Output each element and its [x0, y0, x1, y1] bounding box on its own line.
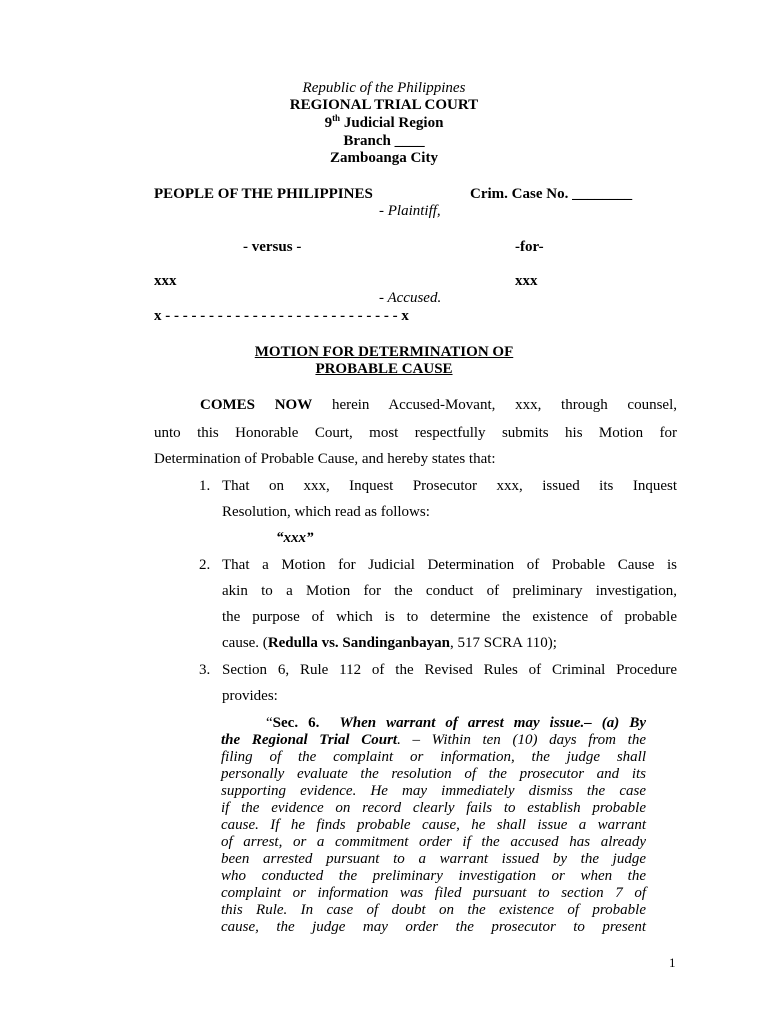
quote-line-3: filing of the complaint or information, the judge shall	[221, 749, 646, 765]
for-label: -for-	[515, 239, 544, 255]
item-2-number: 2.	[199, 557, 211, 573]
intro-line1-text: herein Accused-Movant, xxx, through counsel,	[312, 397, 677, 413]
branch-line: Branch ____	[343, 133, 425, 149]
quote-line-9: been arrested pursuant to a warrant issued by the judge	[221, 851, 646, 867]
intro-line2: unto this Honorable Court, most respectfully submits his Motion for	[154, 425, 677, 441]
item-2-line3: the purpose of which is to determine the existence of probable	[222, 609, 677, 625]
motion-title-line2: PROBABLE CAUSE	[315, 361, 453, 377]
quote-line-11: complaint or information was filed pursuant to section 7 of	[221, 885, 646, 901]
item-1-quote: “xxx”	[276, 530, 314, 546]
quote-line-13: cause, the judge may order the prosecutor to present	[221, 919, 646, 935]
item-2-line4-b: , 517 SCRA 110);	[449, 635, 557, 651]
quote-line-8: of arrest, or a commitment order if the accused has already	[221, 834, 646, 850]
item-1-line2: Resolution, which read as follows:	[222, 504, 430, 520]
intro-line1	[200, 397, 677, 414]
quote-line-10: who conducted the preliminary investigation or when the	[221, 868, 646, 884]
caption-separator: x - - - - - - - - - - - - - - - - - - - - - - - - - - - x	[154, 308, 409, 324]
item-2-line4-a: cause. (	[222, 635, 268, 651]
versus-label: - versus -	[243, 239, 302, 255]
page-number: 1	[669, 955, 676, 970]
motion-title-line1: MOTION FOR DETERMINATION OF	[254, 344, 514, 360]
plaintiff-role: - Plaintiff,	[379, 203, 441, 219]
quote-line-6: if the evidence on record clearly fails to establish probable	[221, 800, 646, 816]
quote-open-mark: “	[266, 715, 273, 731]
quote-line-4: personally evaluate the resolution of the prosecutor and its	[221, 766, 646, 782]
item-2-line1: That a Motion for Judicial Determination of Probable Cause is	[222, 557, 677, 573]
intro-lead: COMES NOW	[200, 397, 313, 413]
item-3-number: 3.	[199, 662, 211, 678]
quote-line-12: this Rule. In case of doubt on the existence of probable	[221, 902, 646, 918]
item-3-line1: Section 6, Rule 112 of the Revised Rules of Criminal Procedure	[222, 662, 677, 678]
plaintiff-name: PEOPLE OF THE PHILIPPINES	[154, 186, 373, 202]
republic-line: Republic of the Philippines	[302, 80, 466, 96]
judicial-region	[0, 115, 768, 133]
section-subheading: the Regional Trial Court	[221, 732, 398, 748]
quote-line-7: cause. If he finds probable cause, he shall issue a warrant	[221, 817, 646, 833]
item-3-line2: provides:	[222, 688, 278, 704]
region-text: Judicial Region	[340, 115, 444, 131]
quote-line-1	[266, 715, 646, 732]
quote-line-2	[221, 732, 646, 749]
section-number: Sec. 6.	[272, 715, 320, 731]
court-name: REGIONAL TRIAL COURT	[289, 97, 479, 113]
case-citation: Redulla vs. Sandinganbayan	[267, 635, 450, 651]
item-2-line2: akin to a Motion for the conduct of preliminary investigation,	[222, 583, 677, 599]
region-suffix: th	[332, 113, 341, 123]
item-2-line4	[222, 635, 557, 652]
section-heading: When warrant of arrest may issue.– (a) By	[339, 715, 646, 731]
quote-line-5: supporting evidence. He may immediately dismiss the case	[221, 783, 646, 799]
quote-line-2-rest: . – Within ten (10) days from the	[397, 732, 646, 748]
item-1-number: 1.	[199, 478, 211, 494]
case-number: Crim. Case No. ________	[470, 186, 633, 202]
city-line: Zamboanga City	[330, 150, 438, 166]
intro-line3: Determination of Probable Cause, and hereby states that:	[154, 451, 496, 467]
offense: xxx	[515, 273, 538, 289]
region-number: 9	[324, 115, 333, 131]
accused-role: - Accused.	[379, 290, 442, 306]
accused-name: xxx	[154, 273, 177, 289]
item-1-line1: That on xxx, Inquest Prosecutor xxx, issued its Inquest	[222, 478, 677, 494]
